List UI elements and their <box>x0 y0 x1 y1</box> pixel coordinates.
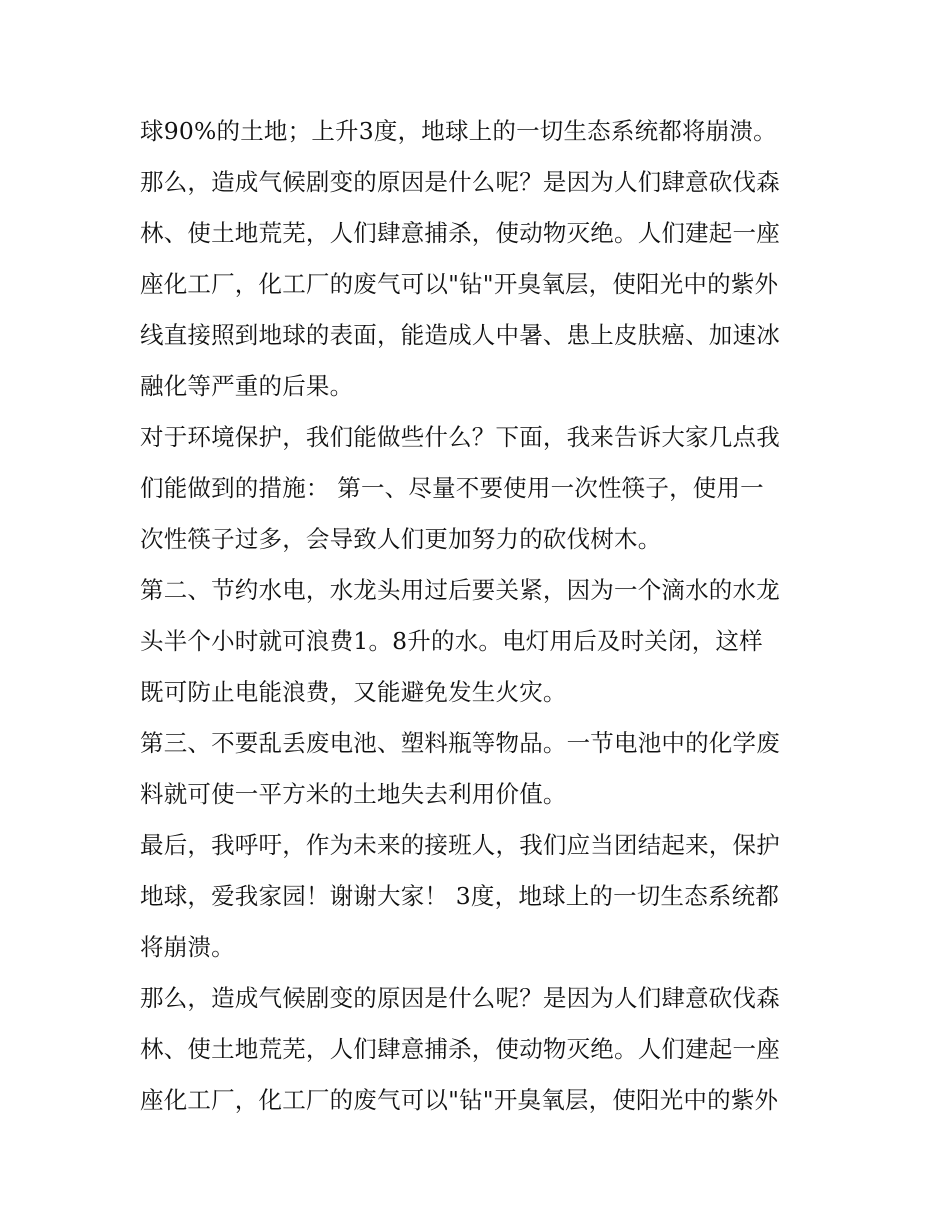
text-line: 对于环境保护，我们能做些什么？下面，我来告诉大家几点我 <box>140 423 780 451</box>
text-line: 既可防止电能浪费，又能避免发生火灾。 <box>140 678 567 706</box>
paragraph-5 <box>140 718 820 820</box>
text-line: 林、使土地荒芜，人们肆意捕杀，使动物灭绝。人们建起一座 <box>140 1035 780 1063</box>
paragraph-4 <box>140 565 820 718</box>
text-line: 地球，爱我家园！谢谢大家！ 3度，地球上的一切生态系统都 <box>140 882 780 910</box>
text-line: 那么，造成气候剧变的原因是什么呢？是因为人们肆意砍伐森 <box>140 984 780 1012</box>
text-line: 将崩溃。 <box>140 933 235 961</box>
text-line: 座化工厂，化工厂的废气可以"钻"开臭氧层，使阳光中的紫外 <box>140 270 779 298</box>
document-body <box>140 106 820 1126</box>
text-line: 料就可使一平方米的土地失去利用价值。 <box>140 780 567 808</box>
text-line: 林、使土地荒芜，人们肆意捕杀，使动物灭绝。人们建起一座 <box>140 219 780 247</box>
text-line: 那么，造成气候剧变的原因是什么呢？是因为人们肆意砍伐森 <box>140 168 780 196</box>
paragraph-6 <box>140 820 820 973</box>
paragraph-7 <box>140 973 820 1126</box>
text-line: 次性筷子过多，会导致人们更加努力的砍伐树木。 <box>140 525 662 553</box>
text-line: 最后，我呼吁，作为未来的接班人，我们应当团结起来，保护 <box>140 831 780 859</box>
text-line: 头半个小时就可浪费1。8升的水。电灯用后及时关闭，这样 <box>140 627 763 655</box>
paragraph-1 <box>140 106 820 157</box>
text-line: 第三、不要乱丢废电池、塑料瓶等物品。一节电池中的化学废 <box>140 729 780 757</box>
text-line: 们能做到的措施： 第一、尽量不要使用一次性筷子，使用一 <box>140 474 764 502</box>
text-line: 球90%的土地；上升3度，地球上的一切生态系统都将崩溃。 <box>140 117 777 145</box>
text-line: 座化工厂，化工厂的废气可以"钻"开臭氧层，使阳光中的紫外 <box>140 1086 779 1114</box>
text-line: 第二、节约水电，水龙头用过后要关紧，因为一个滴水的水龙 <box>140 576 780 604</box>
paragraph-3 <box>140 412 820 565</box>
text-line: 融化等严重的后果。 <box>140 372 354 400</box>
paragraph-2 <box>140 157 820 412</box>
text-line: 线直接照到地球的表面，能造成人中暑、患上皮肤癌、加速冰 <box>140 321 780 349</box>
